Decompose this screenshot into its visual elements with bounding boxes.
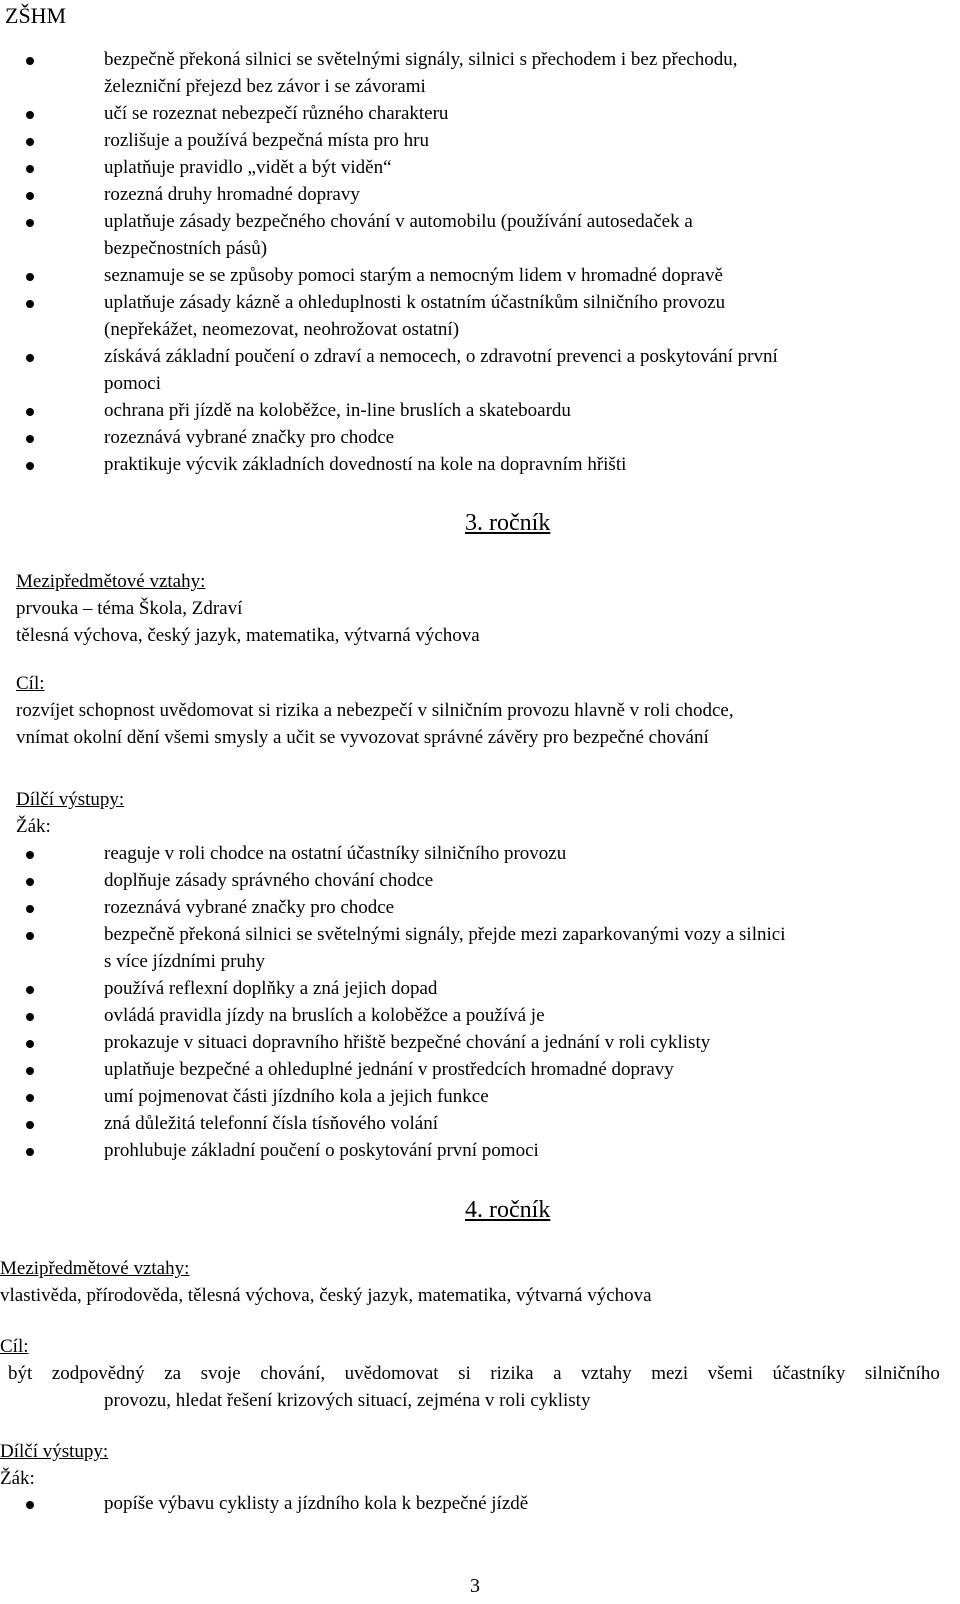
grade4-pupil-label: Žák: (0, 1468, 35, 1489)
list-item (0, 1002, 940, 1029)
goal-word: uvědomovat (344, 1363, 439, 1384)
goal-word: účastníky (772, 1363, 846, 1384)
grade4-goal-label-wrap (0, 1333, 920, 1360)
bullet-icon (26, 905, 34, 913)
list-item-text: rozeznává vybrané značky pro chodce (104, 897, 395, 918)
list-item-text: seznamuje se se způsoby pomoci starým a nemocným lidem v hromadné dopravě (104, 265, 723, 286)
grade3-goal-line: rozvíjet schopnost uvědomovat si rizika a nebezpečí v silničním provozu hlavně v roli chodce, (16, 700, 734, 721)
grade4-goal-line: provozu, hledat řešení krizových situací, zejména v roli cyklisty (104, 1390, 591, 1411)
list-item-text: ovládá pravidla jízdy na bruslích a koloběžce a používá je (104, 1005, 545, 1026)
list-item (0, 975, 940, 1002)
list-item (0, 181, 940, 208)
list-item-text: (nepřekážet, neomezovat, neohrožovat ostatní) (104, 319, 460, 340)
grade3-goal-line: vnímat okolní dění všemi smysly a učit se vyvozovat správné závěry pro bezpečné chování (16, 727, 709, 748)
bullet-icon (26, 138, 34, 146)
bullet-list-grade4 (0, 1490, 940, 1517)
bullet-icon (26, 408, 34, 416)
bullet-icon (26, 1501, 34, 1509)
grade4-heading: 4. ročník (465, 1197, 551, 1223)
bullet-icon (26, 192, 34, 200)
bullet-icon (26, 1013, 34, 1021)
list-item-text: doplňuje zásady správného chování chodce (104, 870, 434, 891)
list-item (0, 1029, 940, 1056)
list-item-text: bezpečně překoná silnici se světelnými signály, přejde mezi zaparkovanými vozy a silnici (104, 924, 786, 945)
list-item-text: uplatňuje pravidlo „vidět a být viděn“ (104, 157, 392, 178)
grade4-outputs-label: Dílčí výstupy: (0, 1441, 109, 1462)
bullet-icon (26, 57, 34, 65)
grade4-outputs (0, 1438, 920, 1492)
bullet-icon (26, 435, 34, 443)
bullet-icon (26, 986, 34, 994)
list-item (0, 46, 940, 100)
list-item-text: učí se rozeznat nebezpečí různého charakteru (104, 103, 449, 124)
list-item (0, 1490, 940, 1517)
goal-word: rizika (490, 1363, 534, 1384)
goal-word: mezi (651, 1363, 689, 1384)
bullet-icon (26, 300, 34, 308)
goal-word: vztahy (581, 1363, 632, 1384)
bullet-icon (26, 1148, 34, 1156)
grade3-relations-label: Mezipředmětové vztahy: (16, 571, 206, 592)
list-item-text: rozeznává vybrané značky pro chodce (104, 427, 395, 448)
bullet-icon (26, 111, 34, 119)
grade3-goal (16, 670, 936, 751)
grade4-relations-line: vlastivěda, přírodověda, tělesná výchova, český jazyk, matematika, výtvarná výchova (0, 1285, 652, 1306)
list-item (0, 343, 940, 397)
goal-word: všemi (707, 1363, 754, 1384)
list-item (0, 1056, 940, 1083)
list-item-text: umí pojmenovat části jízdního kola a jejich funkce (104, 1086, 489, 1107)
list-item (0, 262, 940, 289)
list-item-text: rozlišuje a používá bezpečná místa pro hru (104, 130, 429, 151)
list-item (0, 840, 940, 867)
list-item-text: reaguje v roli chodce na ostatní účastníky silničního provozu (104, 843, 567, 864)
bullet-list-grade3 (0, 840, 940, 1164)
list-item (0, 127, 940, 154)
list-item (0, 208, 940, 262)
list-item (0, 424, 940, 451)
list-item-text: popíše výbavu cyklisty a jízdního kola k bezpečné jízdě (104, 1493, 529, 1514)
list-item-text: bezpečně překoná silnici se světelnými signály, silnici s přechodem i bez přechodu, (104, 49, 738, 70)
grade4-relations-label: Mezipředmětové vztahy: (0, 1258, 190, 1279)
list-item-text: ochrana při jízdě na koloběžce, in-line bruslích a skateboardu (104, 400, 571, 421)
list-item-text: zná důležitá telefonní čísla tísňového volání (104, 1113, 438, 1134)
list-item-text: prohlubuje základní poučení o poskytování první pomoci (104, 1140, 539, 1161)
grade4-relations (0, 1255, 920, 1309)
list-item (0, 289, 940, 343)
bullet-icon (26, 1067, 34, 1075)
bullet-icon (26, 219, 34, 227)
list-item (0, 1137, 940, 1164)
bullet-icon (26, 354, 34, 362)
bullet-icon (26, 165, 34, 173)
grade4-goal (0, 1360, 940, 1414)
list-item-text: uplatňuje zásady bezpečného chování v automobilu (používání autosedaček a (104, 211, 693, 232)
bullet-icon (26, 878, 34, 886)
list-item-text: uplatňuje zásady kázně a ohleduplnosti k ostatním účastníkům silničního provozu (104, 292, 726, 313)
grade3-relations-line: prvouka – téma Škola, Zdraví (16, 598, 243, 619)
list-item-text: rozezná druhy hromadné dopravy (104, 184, 360, 205)
list-item-text: používá reflexní doplňky a zná jejich dopad (104, 978, 438, 999)
goal-word: a (553, 1363, 562, 1384)
goal-word: zodpovědný (51, 1363, 145, 1384)
list-item-text: bezpečnostních pásů) (104, 238, 268, 259)
bullet-icon (26, 273, 34, 281)
grade3-relations-line: tělesná výchova, český jazyk, matematika, výtvarná výchova (16, 625, 480, 646)
list-item (0, 921, 940, 975)
list-item (0, 1110, 940, 1137)
bullet-list-grade2 (0, 46, 940, 478)
list-item-text: získává základní poučení o zdraví a nemocech, o zdravotní prevenci a poskytování první (104, 346, 778, 367)
list-item (0, 451, 940, 478)
page-header: ZŠHM (5, 3, 67, 28)
grade3-outputs-label: Dílčí výstupy: (16, 789, 125, 810)
goal-word: být (8, 1363, 33, 1384)
goal-word: si (458, 1363, 471, 1384)
list-item (0, 867, 940, 894)
grade3-heading: 3. ročník (465, 510, 551, 536)
list-item (0, 100, 940, 127)
list-item (0, 1083, 940, 1110)
grade3-outputs (16, 786, 936, 840)
page-number: 3 (470, 1575, 480, 1597)
bullet-icon (26, 1121, 34, 1129)
list-item-text: praktikuje výcvik základních dovedností na kole na dopravním hřišti (104, 454, 627, 475)
list-item-text: s více jízdními pruhy (104, 951, 265, 972)
grade3-goal-label: Cíl: (16, 673, 45, 694)
grade4-goal-line (0, 1360, 940, 1387)
goal-word: za (164, 1363, 182, 1384)
bullet-icon (26, 932, 34, 940)
list-item (0, 894, 940, 921)
goal-word: svoje (200, 1363, 241, 1384)
goal-word: chování, (260, 1363, 326, 1384)
bullet-icon (26, 1094, 34, 1102)
grade4-goal-label: Cíl: (0, 1336, 29, 1357)
grade3-pupil-label: Žák: (16, 816, 51, 837)
list-item-text: pomoci (104, 373, 161, 394)
grade3-relations (16, 568, 936, 649)
list-item-text: uplatňuje bezpečné a ohleduplné jednání v prostředcích hromadné dopravy (104, 1059, 674, 1080)
list-item (0, 397, 940, 424)
list-item (0, 154, 940, 181)
bullet-icon (26, 851, 34, 859)
goal-word: silničního (864, 1363, 940, 1384)
list-item-text: prokazuje v situaci dopravního hřiště bezpečné chování a jednání v roli cyklisty (104, 1032, 711, 1053)
bullet-icon (26, 1040, 34, 1048)
list-item-text: železniční přejezd bez závor i se závorami (104, 76, 426, 97)
bullet-icon (26, 462, 34, 470)
